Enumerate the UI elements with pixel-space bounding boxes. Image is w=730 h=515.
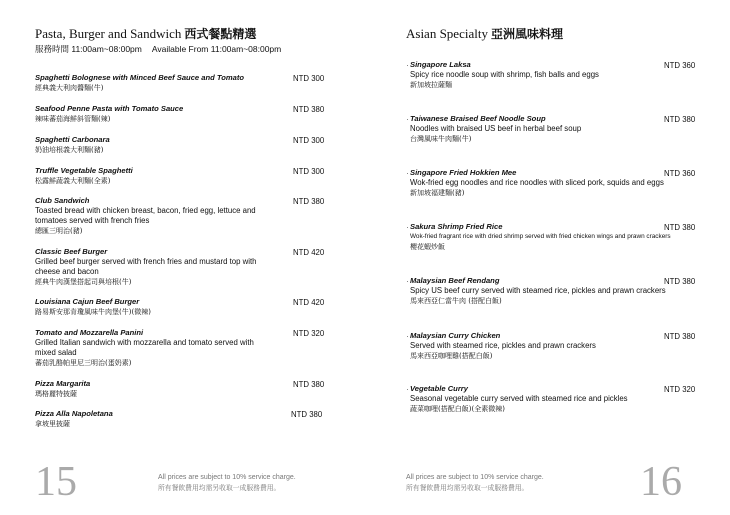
- menu-item-price: NTD 320: [293, 329, 325, 338]
- menu-item-price: NTD 380: [293, 105, 325, 114]
- service-hours: [35, 43, 281, 55]
- menu-item-name: Truffle Vegetable Spaghetti: [35, 166, 133, 175]
- right-menu-page: [365, 0, 730, 515]
- menu-item: [35, 328, 275, 369]
- menu-item: [35, 379, 285, 400]
- section-title-en: Asian Specialty: [406, 26, 488, 41]
- bullet-dot: [407, 173, 408, 174]
- service-charge-note-en: All prices are subject to 10% service charge.: [406, 474, 544, 481]
- menu-item: [410, 60, 660, 91]
- menu-item-price: NTD 300: [293, 74, 325, 83]
- menu-item-price: NTD 380: [664, 277, 696, 286]
- menu-item-name: Taiwanese Braised Beef Noodle Soup: [410, 114, 546, 123]
- service-charge-note: [158, 473, 296, 493]
- menu-item-name: Tomato and Mozzarella Panini: [35, 328, 144, 337]
- menu-item-zh: 總匯三明治(豬): [35, 227, 83, 235]
- bullet-dot: [407, 119, 408, 120]
- menu-item-zh: 拿坡里披薩: [35, 420, 70, 428]
- menu-item-name: Malaysian Beef Rendang: [410, 276, 500, 285]
- menu-item-name: Louisiana Cajun Beef Burger: [35, 297, 140, 306]
- menu-item-name: Club Sandwich: [35, 196, 90, 205]
- menu-item-price: NTD 320: [664, 385, 696, 394]
- menu-item: [35, 73, 285, 94]
- service-hours-en: Available From 11:00am~08:00pm: [151, 44, 282, 54]
- menu-item: [35, 409, 285, 430]
- bullet-dot: [407, 281, 408, 282]
- menu-item-name: Classic Beef Burger: [35, 247, 108, 256]
- menu-item-price: NTD 300: [293, 167, 325, 176]
- menu-item-description: Noodles with braised US beef in herbal beef soup: [410, 124, 582, 133]
- menu-item-price: NTD 380: [291, 410, 323, 419]
- menu-item-name: Seafood Penne Pasta with Tomato Sauce: [35, 104, 184, 113]
- menu-item-price: NTD 380: [293, 197, 325, 206]
- section-title-asian: [406, 25, 563, 42]
- section-title-en: Pasta, Burger and Sandwich: [35, 26, 182, 41]
- menu-item: [35, 104, 285, 125]
- menu-item-zh: 辣味蕃茄海鮮斜管麵(辣): [35, 115, 111, 123]
- menu-item-price: NTD 380: [664, 223, 696, 232]
- menu-item: [35, 196, 285, 237]
- menu-item: [35, 135, 285, 156]
- menu-item-zh: 台灣風味牛肉麵(牛): [410, 135, 472, 143]
- menu-item-zh: 奶油培根義大利麵(豬): [35, 146, 104, 154]
- bullet-dot: [407, 227, 408, 228]
- menu-item-price: NTD 360: [664, 169, 696, 178]
- menu-item-description: Toasted bread with chicken breast, bacon, fried egg, lettuce and tomatoes served with french fries: [35, 206, 256, 225]
- menu-item-name: Spaghetti Carbonara: [35, 135, 110, 144]
- service-charge-note-zh: 所有餐飲費用均需另收取一成服務費用。: [406, 484, 529, 492]
- menu-item-price: NTD 420: [293, 248, 325, 257]
- menu-item-price: NTD 380: [664, 115, 696, 124]
- menu-item: [410, 384, 660, 415]
- menu-item-price: NTD 300: [293, 136, 325, 145]
- menu-item-name: Spaghetti Bolognese with Minced Beef Sauce and Tomato: [35, 73, 244, 82]
- menu-item-zh: 櫻花蝦炒飯: [410, 243, 445, 251]
- menu-item-price: NTD 360: [664, 61, 696, 70]
- service-charge-note: [406, 473, 544, 493]
- menu-item-name: Pizza Alla Napoletana: [35, 409, 113, 418]
- section-title-zh: 西式餐點精選: [184, 27, 257, 41]
- menu-item-zh: 蔬菜咖哩(搭配白飯)(全素微辣): [410, 405, 505, 413]
- menu-item-description: Spicy rice noodle soup with shrimp, fish balls and eggs: [410, 70, 599, 79]
- menu-item-zh: 經典義大利肉醬麵(牛): [35, 84, 104, 92]
- menu-item-name: Singapore Fried Hokkien Mee: [410, 168, 517, 177]
- menu-item-zh: 馬來西亞咖哩雞(搭配白飯): [410, 352, 493, 360]
- menu-item-zh: 路易斯安那肯瓊風味牛肉堡(牛)(微辣): [35, 308, 151, 316]
- menu-item-zh: 新加坡福建麵(豬): [410, 189, 465, 197]
- menu-item-description: Grilled Italian sandwich with mozzarella and tomato served with mixed salad: [35, 338, 254, 357]
- menu-item-zh: 新加坡拉薩麵: [410, 81, 452, 89]
- menu-item: [410, 114, 660, 145]
- menu-item-description: Wok-fried fragrant rice with dried shrimp served with fried chicken wings and prawn crackers: [410, 233, 671, 240]
- menu-item-zh: 經典牛肉漢堡搭起司與培根(牛): [35, 278, 132, 286]
- menu-item-description: Served with steamed rice, pickles and prawn crackers: [410, 341, 596, 350]
- section-title-western: [35, 25, 256, 42]
- menu-item: [35, 297, 285, 318]
- menu-item-zh: 馬來西亞仁當牛肉 (搭配白飯): [410, 297, 502, 305]
- menu-item: [35, 166, 285, 187]
- menu-item-description: Grilled beef burger served with french fries and mustard top with cheese and bacon: [35, 257, 257, 276]
- menu-item-zh: 松露鮮蔬義大利麵(全素): [35, 177, 111, 185]
- menu-item-description: Spicy US beef curry served with steamed rice, pickles and prawn crackers: [410, 286, 666, 295]
- menu-item-name: Singapore Laksa: [410, 60, 471, 69]
- menu-item-price: NTD 380: [664, 332, 696, 341]
- section-title-zh: 亞洲風味料理: [490, 27, 563, 41]
- menu-item-zh: 瑪格麗特披薩: [35, 390, 77, 398]
- menu-item-name: Sakura Shrimp Fried Rice: [410, 222, 503, 231]
- menu-item-description: Wok-fried egg noodles and rice noodles with sliced pork, squids and eggs: [410, 178, 664, 187]
- menu-item-price: NTD 380: [293, 380, 325, 389]
- menu-item-name: Malaysian Curry Chicken: [410, 331, 501, 340]
- service-charge-note-zh: 所有餐飲費用均需另收取一成服務費用。: [158, 484, 281, 492]
- menu-item: [35, 247, 275, 288]
- menu-item-name: Vegetable Curry: [410, 384, 468, 393]
- page-number: 16: [640, 459, 682, 505]
- bullet-dot: [407, 336, 408, 337]
- menu-item: [410, 168, 700, 199]
- page-number: 15: [35, 459, 77, 505]
- menu-item: [410, 331, 660, 362]
- bullet-dot: [407, 389, 408, 390]
- bullet-dot: [407, 65, 408, 66]
- service-hours-zh: 服務時間 11:00am~08:00pm: [35, 44, 142, 54]
- menu-item-zh: 蕃茄乳酪帕里尼三明治(蛋奶素): [35, 359, 132, 367]
- menu-item-price: NTD 420: [293, 298, 325, 307]
- menu-item-name: Pizza Margarita: [35, 379, 91, 388]
- service-charge-note-en: All prices are subject to 10% service charge.: [158, 474, 296, 481]
- menu-item-description: Seasonal vegetable curry served with steamed rice and pickles: [410, 394, 628, 403]
